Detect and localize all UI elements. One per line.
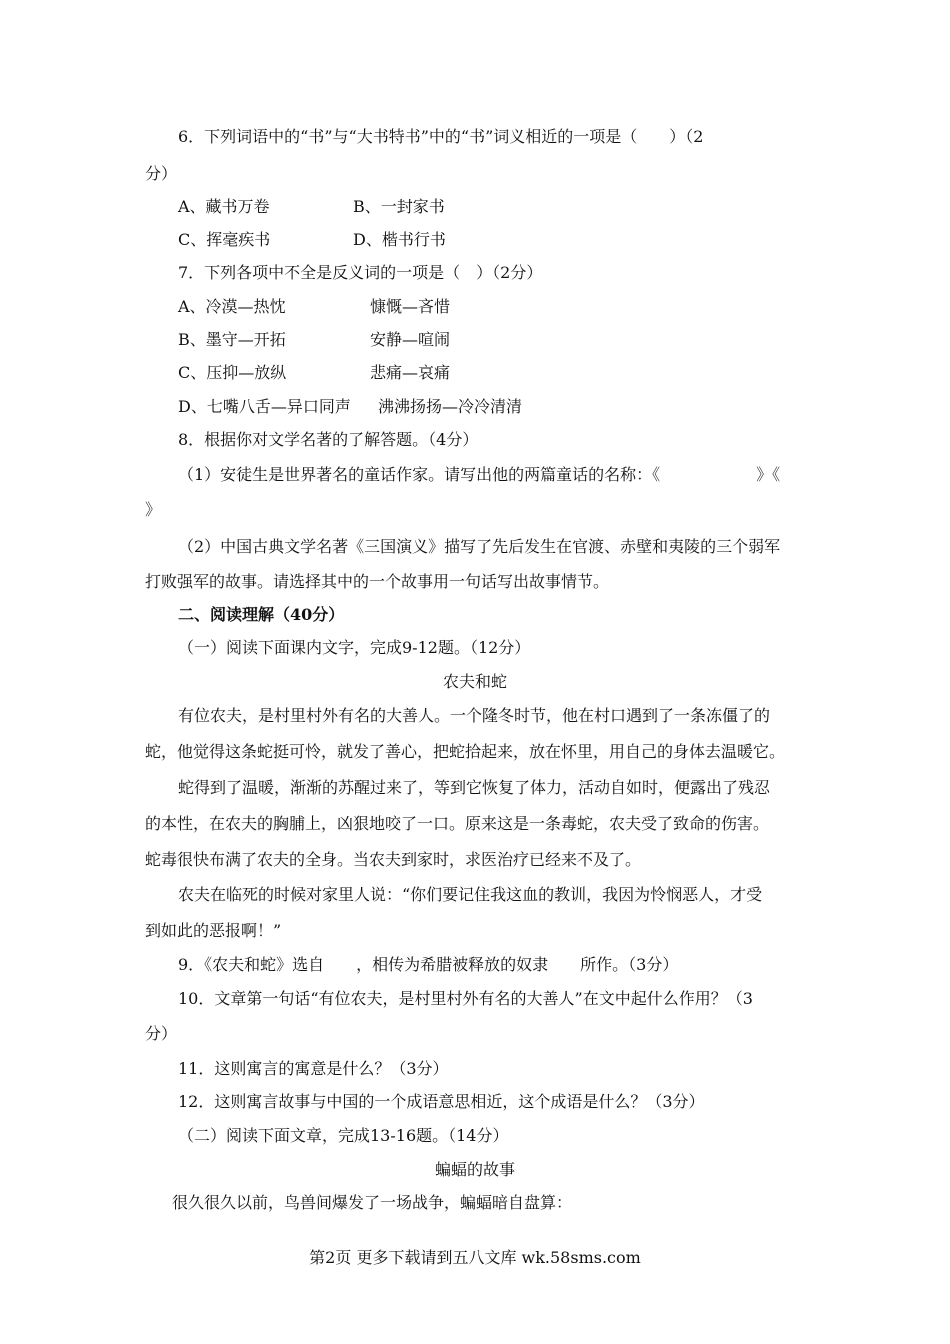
section-heading-reading: 二、阅读理解（40分） [178,605,345,624]
question-8-part-2-continued: 打败强军的故事。请选择其中的一个故事用一句话写出故事情节。 [145,572,610,591]
option-7c-left: C、压抑—放纵 [178,363,287,382]
question-10: 10．文章第一句话“有位农夫，是村里村外有名的大善人”在文中起什么作用？（3 [178,989,753,1008]
option-6c: C、挥毫疾书 [178,230,271,249]
option-7a-left: A、冷漠—热忱 [178,297,286,316]
question-8-part-1-continued: 》 [145,500,162,519]
question-9: 9．《农夫和蛇》选自 ，相传为希腊被释放的奴隶 所作。（3分） [178,955,679,974]
passage-1-line: 的本性，在农夫的胸脯上，凶狠地咬了一口。原来这是一条毒蛇，农夫受了致命的伤害。 [145,814,770,833]
passage-1-line: 有位农夫，是村里村外有名的大善人。一个隆冬时节，他在村口遇到了一条冻僵了的 [178,706,771,725]
passage-1-line: 蛇毒很快布满了农夫的全身。当农夫到家时，求医治疗已经来不及了。 [145,850,642,869]
option-7a-right: 慷慨—吝惜 [370,297,451,316]
question-8-part-1: （1）安徒生是世界著名的童话作家。请写出他的两篇童话的名称：《 》《 [178,465,781,484]
option-7b-left: B、墨守—开拓 [178,330,286,349]
option-7d-right: 沸沸扬扬—冷冷清清 [378,397,523,416]
option-6d: D、楷书行书 [353,230,446,249]
question-6-continued: 分） [145,164,178,183]
question-10-continued: 分） [145,1024,178,1043]
option-7b-right: 安静—喧闹 [370,330,451,349]
passage-1-line: 到如此的恶报啊！” [145,921,282,940]
option-7c-right: 悲痛—哀痛 [370,363,451,382]
question-12: 12．这则寓言故事与中国的一个成语意思相近，这个成语是什么？（3分） [178,1092,705,1111]
page-footer: 第2页 更多下载请到五八文库 wk.58sms.com [309,1248,641,1267]
question-8-part-2: （2）中国古典文学名著《三国演义》描写了先后发生在官渡、赤壁和夷陵的三个弱军 [178,537,781,556]
passage-2-line: 很久很久以前，鸟兽间爆发了一场战争，蝙蝠暗自盘算： [172,1193,573,1212]
passage-1-line: 蛇，他觉得这条蛇挺可怜，就发了善心，把蛇拾起来，放在怀里，用自己的身体去温暖它。 [145,742,786,761]
option-6b: B、一封家书 [353,197,445,216]
reading-part-2-instruction: （二）阅读下面文章，完成13-16题。（14分） [178,1126,509,1145]
question-7: 7．下列各项中不全是反义词的一项是（ ）（2分） [178,263,543,282]
passage-1-line: 蛇得到了温暖，渐渐的苏醒过来了，等到它恢复了体力，活动自如时，便露出了残忍 [178,778,771,797]
question-6: 6．下列词语中的“书”与“大书特书”中的“书”词义相近的一项是（ ）（2 [178,127,704,146]
passage-title-farmer-snake: 农夫和蛇 [442,672,507,691]
passage-title-bat-story: 蝙蝠的故事 [434,1160,515,1179]
passage-1-line: 农夫在临死的时候对家里人说：“你们要记住我这血的教训，我因为怜悯恶人，才受 [178,885,763,904]
option-7d-left: D、七嘴八舌—异口同声 [178,397,351,416]
question-8: 8．根据你对文学名著的了解答题。（4分） [178,430,479,449]
reading-part-1-instruction: （一）阅读下面课内文字，完成9-12题。（12分） [178,638,531,657]
question-11: 11．这则寓言的寓意是什么？（3分） [178,1059,449,1078]
option-6a: A、藏书万卷 [178,197,270,216]
